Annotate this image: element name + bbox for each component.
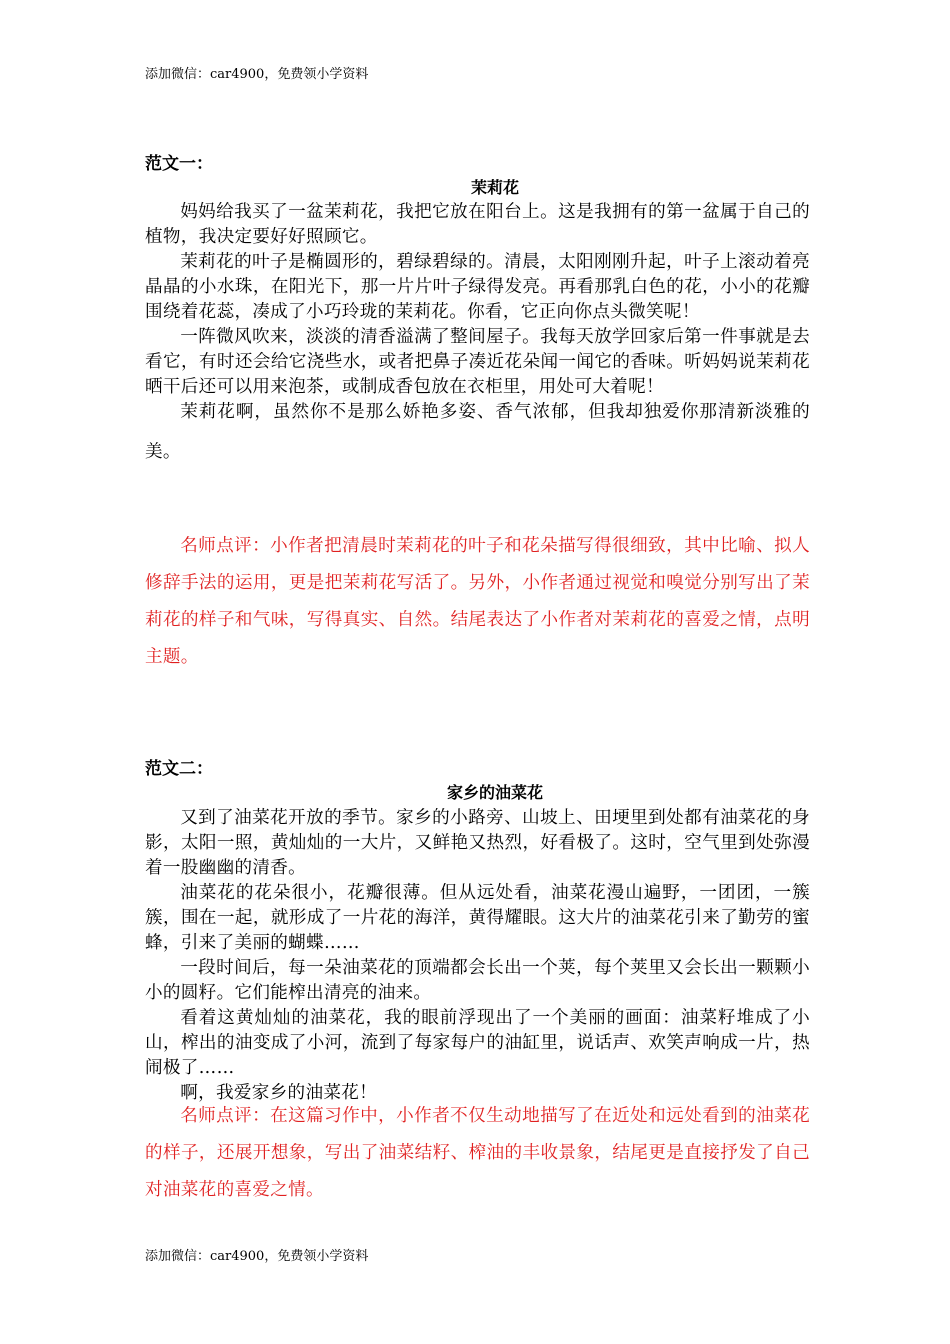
- essay-2-body: [145, 806, 810, 1106]
- paragraph: 看着这黄灿灿的油菜花，我的眼前浮现出了一个美丽的画面：油菜籽堆成了小山，榨出的油变成了小河，流到了每家每户的油缸里，说话声、欢笑声响成一片，热闹极了……: [145, 1008, 810, 1078]
- essay-label: 范文二：: [145, 759, 213, 779]
- essay-title: 茉莉花: [470, 178, 519, 197]
- paragraph: 啊，我爱家乡的油菜花！: [180, 1083, 378, 1103]
- essay-1-label: [145, 153, 810, 175]
- teacher-comment: 名师点评：小作者把清晨时茉莉花的叶子和花朵描写得很细致，其中比喻、拟人修辞手法的运用，更是把茉莉花写活了。另外，小作者通过视觉和嗅觉分别写出了茉莉花的样子和气味，写得真实、自然。结尾表达了小作者对茉莉花的喜爱之情，点明主题。: [145, 536, 810, 667]
- essay-2-label: [145, 758, 810, 780]
- paragraph: 茉莉花啊，虽然你不是那么娇艳多姿、香气浓郁，但我却独爱你那清新淡雅的美。: [145, 402, 810, 462]
- paragraph: 妈妈给我买了一盆茉莉花，我把它放在阳台上。这是我拥有的第一盆属于自己的植物，我决定要好好照顾它。: [145, 202, 810, 247]
- essay-2-comment: [145, 1098, 810, 1209]
- essay-2-title-wrap: [145, 783, 845, 803]
- paragraph: 一阵微风吹来，淡淡的清香溢满了整间屋子。我每天放学回家后第一件事就是去看它，有时还会给它浇些水，或者把鼻子凑近花朵闻一闻它的香味。听妈妈说茉莉花晒干后还可以用来泡茶，或制成香包放在衣柜里，用处可大着呢！: [145, 327, 810, 397]
- essay-1-comment: [145, 528, 810, 676]
- essay-1-title-wrap: [145, 178, 845, 198]
- essay-label: 范文一：: [145, 154, 213, 174]
- essay-title: 家乡的油菜花: [446, 783, 543, 802]
- paragraph: 茉莉花的叶子是椭圆形的，碧绿碧绿的。清晨，太阳刚刚升起，叶子上滚动着亮晶晶的小水珠，在阳光下，那一片片叶子绿得发亮。再看那乳白色的花，小小的花瓣围绕着花蕊，凑成了小巧玲珑的茉莉花。你看，它正向你点头微笑呢！: [145, 252, 810, 322]
- teacher-comment: 名师点评：在这篇习作中，小作者不仅生动地描写了在近处和远处看到的油菜花的样子，还展开想象，写出了油菜结籽、榨油的丰收景象，结尾更是直接抒发了自己对油菜花的喜爱之情。: [145, 1106, 810, 1200]
- paragraph: 一段时间后，每一朵油菜花的顶端都会长出一个荚，每个荚里又会长出一颗颗小小的圆籽。它们能榨出清亮的油来。: [145, 958, 810, 1003]
- paragraph: 又到了油菜花开放的季节。家乡的小路旁、山坡上、田埂里到处都有油菜花的身影，太阳一照，黄灿灿的一大片，又鲜艳又热烈，好看极了。这时，空气里到处弥漫着一股幽幽的清香。: [145, 808, 810, 878]
- paragraph: 油菜花的花朵很小，花瓣很薄。但从远处看，油菜花漫山遍野，一团团，一簇簇，围在一起，就形成了一片花的海洋，黄得耀眼。这大片的油菜花引来了勤劳的蜜蜂，引来了美丽的蝴蝶……: [145, 883, 810, 953]
- page-header: 添加微信：car4900，免费领小学资料: [145, 67, 369, 82]
- page-footer: 添加微信：car4900，免费领小学资料: [145, 1249, 369, 1264]
- essay-1-body: [145, 200, 810, 472]
